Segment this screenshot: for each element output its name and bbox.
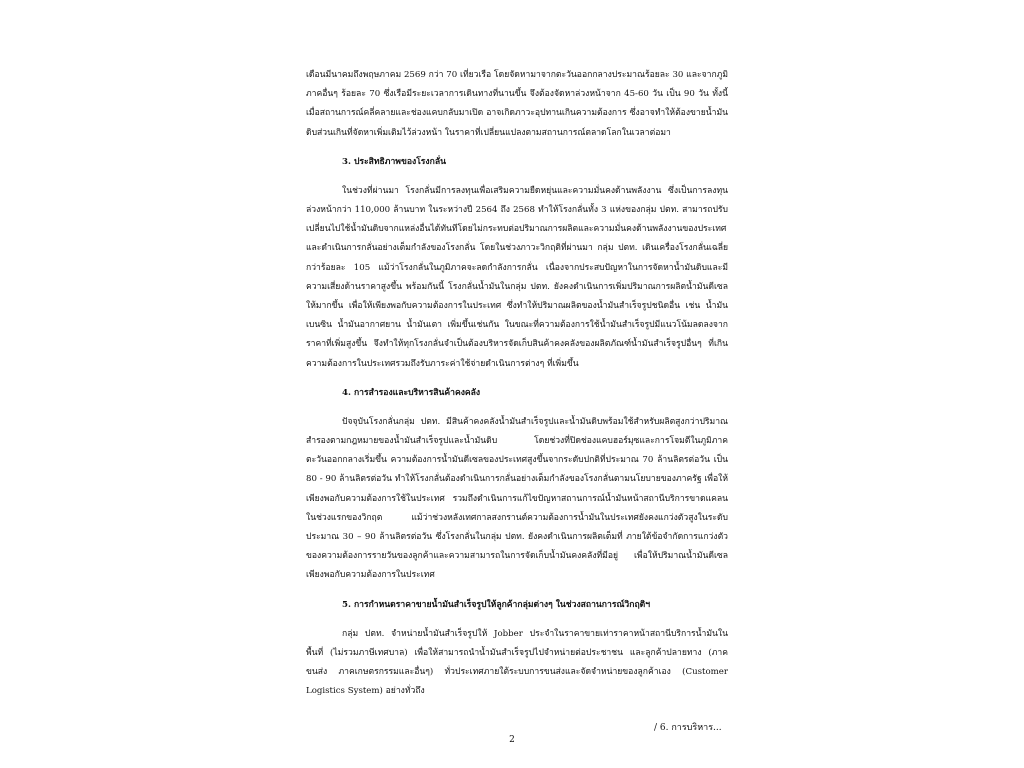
heading-refinery-efficiency: 3. ประสิทธิภาพของโรงกลั่น (342, 156, 446, 167)
heading-pricing-policy: 5. การกำหนดราคาขายน้ำมันสำเร็จรูปให้ลูกค้ากลุ่มต่างๆ ในช่วงสถานการณ์วิกฤติฯ (342, 599, 651, 610)
paragraph-pricing-policy: กลุ่ม ปตท. จำหน่ายน้ำมันสำเร็จรูปให้ Jobber ประจำในราคาขายเท่าราคาหน้าสถานีบริการน้ำมันในพื้นที่ (ไม่รวมภาษีเทศบาล) เพื่อให้สามารถนำน้ำมันสำเร็จรูปไปจำหน่ายต่อประชาชน และลูกค้าปลายทาง (ภาคขนส่ง ภาคเกษตรกรรมและอื่นๆ) ทั่วประเทศภายใต้ระบบการขนส่งและจัดจำหน่ายของลูกค้าเอง (Customer Logistics System) อย่างทั่วถึง (306, 628, 728, 697)
paragraph-crude-procurement: เดือนมีนาคมถึงพฤษภาคม 2569 กว่า 70 เที่ยวเรือ โดยจัดหามาจากตะวันออกกลางประมาณร้อยละ 30 และจากภูมิภาคอื่นๆ ร้อยละ 70 ซึ่งเรือมีระยะเวลาการเดินทางที่นานขึ้น จึงต้องจัดหาล่วงหน้าจาก 45-60 วัน เป็น 90 วัน ทั้งนี้ เมื่อสถานการณ์คลี่คลายและช่องแคบกลับมาเปิด อาจเกิดภาวะอุปทานเกินความต้องการ ซึ่งอาจทำให้ต้องขายน้ำมันดิบส่วนเกินที่จัดหาเพิ่มเติมไว้ล่วงหน้า ในราคาที่เปลี่ยนแปลงตามสถานการณ์ตลาดโลกในเวลาต่อมา (306, 70, 728, 138)
next-page-indicator: / 6. การบริหาร... (654, 723, 722, 733)
page-number: 2 (509, 735, 515, 745)
paragraph-inventory-management: ปัจจุบันโรงกลั่นกลุ่ม ปตท. มีสินค้าคงคลังน้ำมันสำเร็จรูปและน้ำมันดิบพร้อมใช้สำหรับผลิตสูงกว่าปริมาณสำรองตามกฎหมายของน้ำมันสำเร็จรูปและน้ำมันดิบ โดยช่วงที่ปิดช่องแคบฮอร์มุซและการโจมตีในภูมิภาคตะวันออกกลางเริ่มขึ้น ความต้องการน้ำมันดีเซลของประเทศสูงขึ้นจากระดับปกติที่ประมาณ 70 ล้านลิตรต่อวัน เป็น 80 - 90 ล้านลิตรต่อวัน ทำให้โรงกลั่นต้องดำเนินการกลั่นอย่างเต็มกำลังของโรงกลั่นตามนโยบายของภาครัฐ เพื่อให้เพียงพอกับความต้องการใช้ในประเทศ รวมถึงดำเนินการแก้ไขปัญหาสถานการณ์น้ำมันหน้าสถานีบริการขาดแคลนในช่วงแรกของวิกฤต แม้ว่าช่วงหลังเทศกาลสงกรานต์ความต้องการน้ำมันในประเทศยังคงแกว่งตัวสูงในระดับประมาณ 30 – 90 ล้านลิตรต่อวัน ซึ่งโรงกลั่นในกลุ่ม ปตท. ยังคงดำเนินการผลิตเต็มที่ ภายใต้ข้อจำกัดการแกว่งตัวของความต้องการรายวันของลูกค้าและความสามารถในการจัดเก็บน้ำมันคงคลังที่มีอยู่ เพื่อให้ปริมาณน้ำมันดีเซลเพียงพอกับความต้องการในประเทศ (306, 416, 728, 581)
heading-inventory-management: 4. การสำรองและบริหารสินค้าคงคลัง (342, 387, 481, 398)
paragraph-refinery-efficiency: ในช่วงที่ผ่านมา โรงกลั่นมีการลงทุนเพื่อเสริมความยืดหยุ่นและความมั่นคงด้านพลังงาน ซึ่งเป็นการลงทุนล่วงหน้ากว่า 110,000 ล้านบาท ในระหว่างปี 2564 ถึง 2568 ทำให้โรงกลั่นทั้ง 3 แห่งของกลุ่ม ปตท. สามารถปรับเปลี่ยนไปใช้น้ำมันดิบจากแหล่งอื่นได้ทันทีโดยไม่กระทบต่อปริมาณการผลิตและความมั่นคงด้านพลังงานของประเทศ และดำเนินการกลั่นอย่างเต็มกำลังของโรงกลั่น โดยในช่วงภาวะวิกฤติที่ผ่านมา กลุ่ม ปตท. เดินเครื่องโรงกลั่นเฉลี่ยกว่าร้อยละ 105 แม้ว่าโรงกลั่นในภูมิภาคจะลดกำลังการกลั่น เนื่องจากประสบปัญหาในการจัดหาน้ำมันดิบและมีความเสี่ยงด้านราคาสูงขึ้น พร้อมกันนี้ โรงกลั่นน้ำมันในกลุ่ม ปตท. ยังคงดำเนินการเพิ่มปริมาณการผลิตน้ำมันดีเซลให้มากขึ้น เพื่อให้เพียงพอกับความต้องการในประเทศ ซึ่งทำให้ปริมาณผลิตของน้ำมันสำเร็จรูปชนิดอื่น เช่น น้ำมันเบนซิน น้ำมันอากาศยาน น้ำมันเตา เพิ่มขึ้นเช่นกัน ในขณะที่ความต้องการใช้น้ำมันสำเร็จรูปมีแนวโน้มลดลงจากราคาที่เพิ่มสูงขึ้น จึงทำให้ทุกโรงกลั่นจำเป็นต้องบริหารจัดเก็บสินค้าคงคลังของผลิตภัณฑ์น้ำมันสำเร็จรูปอื่นๆ ที่เกินความต้องการในประเทศรวมถึงรับภาระค่าใช้จ่ายดำเนินการต่างๆ ที่เพิ่มขึ้น (306, 185, 728, 369)
document-body (306, 66, 728, 711)
